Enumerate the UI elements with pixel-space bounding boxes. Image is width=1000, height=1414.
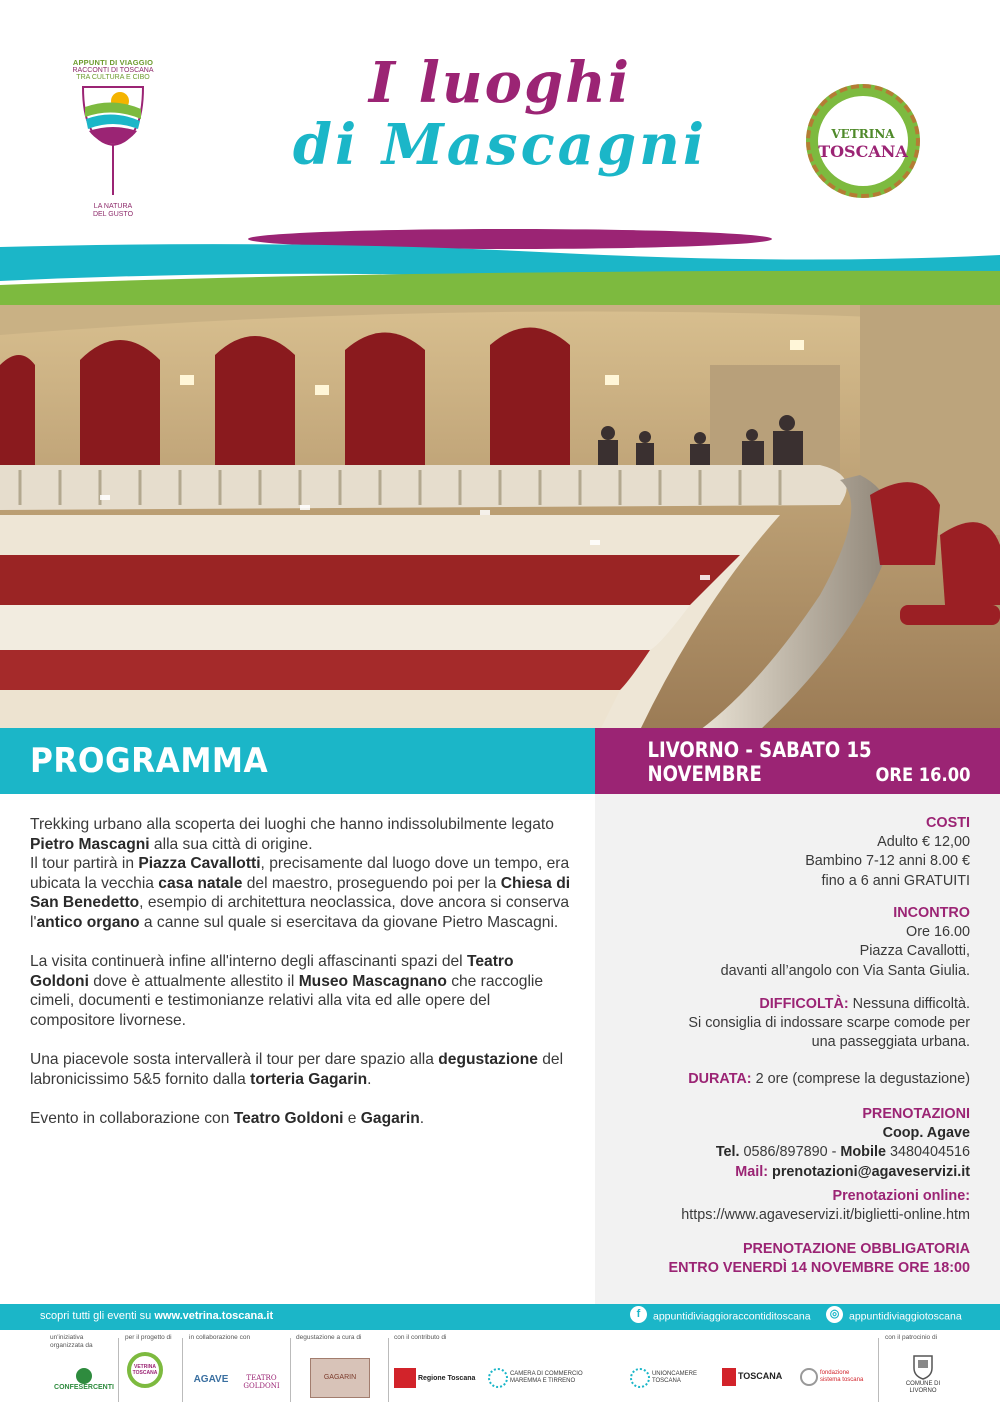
partner-caption: un'iniziativa organizzata da [50,1334,93,1349]
camera-commercio-logo [488,1368,618,1388]
logo-line: APPUNTI DI VIAGGIO [72,58,154,67]
wave-decoration [0,225,1000,305]
logo-text: COMUNE DI LIVORNO [905,1381,941,1394]
logo-line: TOSCANA [818,142,908,161]
divider [388,1338,389,1402]
meeting-heading: INCONTRO [893,905,970,921]
cost-line: fino a 6 anni GRATUITI [821,872,970,889]
event-date-bar [595,728,1000,794]
facebook-icon: f [630,1306,647,1323]
mobile-label: Mobile [840,1144,886,1161]
meeting-block [721,904,970,981]
description-paragraph [30,1050,575,1089]
partner-organizer [50,1334,118,1406]
logo-text: TOSCANA [737,1370,783,1381]
appunti-di-viaggio-logo [58,58,168,238]
logo-text: CAMERA DI COMMERCIO MAREMMA E TIRRENO [509,1371,583,1384]
gagarin-logo [310,1358,370,1398]
meeting-line: Piazza Cavallotti, [859,943,970,960]
online-booking-link[interactable]: https://www.agaveservizi.it/biglietti-online.htm [681,1207,970,1224]
partner-collaboration [189,1334,289,1406]
online-booking-block [681,1187,970,1225]
logo-text: UNIONCAMERE TOSCANA [651,1371,697,1384]
cost-line: Bambino 7-12 anni 8.00 € [805,853,970,870]
phone-label: Tel. [715,1144,740,1161]
text-run: . [367,1070,372,1088]
poster-header [0,0,1000,300]
text-run: torteria Gagarin [250,1070,368,1088]
logo-text: fondazione sistema toscana [819,1370,864,1383]
partner-caption: in collaborazione con [189,1334,251,1341]
fondazione-sistema-toscana-logo [800,1368,874,1386]
theatre-photo [0,305,1000,730]
text-run: Evento in collaborazione con [30,1109,234,1127]
mandatory-booking-line: PRENOTAZIONE OBBLIGATORIA [742,1241,970,1257]
duration-value: 2 ore (comprese la degustazione) [751,1071,970,1087]
text-run: Pietro Mascagni [30,835,150,853]
footer-bar [0,1304,1000,1330]
wine-glass-icon [78,83,148,203]
email-link[interactable]: prenotazioni@agaveservizi.it [768,1163,970,1180]
costs-heading: COSTI [926,815,970,831]
partner-tasting [296,1334,386,1406]
text-run: antico organo [36,913,140,931]
confesercenti-logo [50,1368,118,1391]
text-run: , esempio di architettura neoclassica, dove ancora si conserva l' [30,894,570,931]
unioncamere-logo [630,1368,716,1388]
duration-block [688,1070,970,1089]
phone-number: 0586/897890 - [739,1144,841,1161]
partner-project [125,1334,181,1406]
vetrina-toscana-small-logo [127,1352,163,1388]
difficulty-heading: DIFFICOLTÀ: [759,996,849,1012]
mandatory-booking-block [669,1240,970,1278]
divider [118,1338,119,1402]
online-booking-heading: Prenotazioni online: [832,1188,970,1204]
text-run: Una piacevole sosta intervallerà il tour per dare spazio alla [30,1051,439,1069]
logo-line: LA NATURA [93,203,133,210]
theatre-interior-image [0,305,1000,730]
text-run: del maestro, proseguendo poi per la [242,874,501,892]
agave-logo [191,1374,231,1385]
text-run: casa natale [158,874,243,892]
divider [182,1338,183,1402]
text-run: dove è attualmente allestito il [88,972,299,990]
text-run: che raccoglie cimeli, documenti e testimonianze relativi alla vita ed alle opere del compositore livornese. [30,972,544,1029]
text-run: Chiesa di San Benedetto [30,874,571,912]
text-run: alla sua città di origine. [149,835,313,853]
text-run: Teatro Goldoni [30,953,514,990]
text-run: Il tour partirà in [30,855,139,873]
text-run: Gagarin [360,1109,420,1127]
discover-events-text [40,1310,273,1322]
facebook-handle: appuntidiviaggioraccontiditoscana [653,1310,811,1323]
text-run: scopri tutti gli eventi su [40,1310,155,1322]
website-link[interactable]: www.vetrina.toscana.it [154,1310,274,1322]
facebook-link[interactable] [630,1310,811,1323]
mail-label: Mail: [735,1163,769,1180]
text-run: degustazione [438,1051,538,1069]
regione-toscana-logo [394,1368,480,1388]
cost-line: Adulto € 12,00 [877,834,970,851]
partner-caption: degustazione a cura di [296,1334,362,1341]
divider [878,1338,879,1402]
programma-heading: PROGRAMMA [30,741,269,781]
logo-text: Regione Toscana [417,1374,476,1382]
logo-line: VETRINA [831,127,895,141]
vetrina-toscana-logo [806,84,920,198]
text-run: , precisamente dal luogo dove un tempo, era ubicata la vecchia [30,855,570,892]
partner-caption: per il progetto di [125,1334,172,1341]
logo-line: RACCONTI DI TOSCANA [72,67,154,74]
page-title [260,52,740,176]
description-paragraph [30,952,575,1030]
partner-caption: con il contributo di [394,1334,447,1341]
logo-text: TEATRO GOLDONI [243,1374,280,1390]
title-line-1: I luoghi [368,50,632,116]
partner-patronage [885,1334,965,1406]
description-paragraph [30,815,575,933]
text-run: del labronicissimo 5&5 fornito dalla [30,1051,564,1088]
booking-heading: PRENOTAZIONI [862,1106,970,1122]
event-info-panel [595,794,1000,1304]
logo-line: DEL GUSTO [92,211,134,218]
comune-livorno-logo [893,1354,953,1394]
text-run: Piazza Cavallotti [138,855,261,873]
instagram-handle: appuntidiviaggiotoscana [849,1310,962,1323]
booking-block [716,1105,970,1182]
text-run: Teatro Goldoni [233,1109,344,1127]
instagram-link[interactable] [826,1310,962,1323]
text-run: e [343,1109,361,1127]
difficulty-value: Nessuna difficoltà. [848,996,970,1012]
partner-contributors [394,1334,874,1406]
toscana-promozione-logo [722,1368,792,1386]
logo-text: CONFESERCENTI [54,1384,114,1391]
meeting-line: Ore 16.00 [906,924,970,941]
logo-text: AGAVE [193,1374,229,1385]
text-run: Museo Mascagnano [298,972,447,990]
program-description [30,815,575,1148]
title-line-2: di Mascagni [292,112,708,178]
teatro-goldoni-logo [239,1374,284,1390]
logo-text: GAGARIN [323,1374,357,1381]
partner-caption: con il patrocinio di [885,1334,938,1341]
coat-of-arms-icon [912,1354,934,1380]
text-run: . [419,1109,425,1127]
logo-text: VETRINA TOSCANA [132,1364,158,1376]
difficulty-block [688,995,970,1053]
description-paragraph [30,1109,575,1129]
booking-organizer: Coop. Agave [882,1125,970,1142]
costs-block [805,814,970,891]
programma-bar [0,728,595,794]
instagram-icon: ◎ [826,1306,843,1323]
text-run: La visita continuerà infine all'interno degli affascinanti spazi del [30,953,467,971]
divider [290,1338,291,1402]
event-time: ORE 16.00 [874,764,970,786]
meeting-line: davanti all’angolo con Via Santa Giulia. [720,962,970,979]
booking-deadline: ENTRO VENERDÌ 14 NOVEMBRE ORE 18:00 [668,1260,970,1277]
difficulty-line: una passeggiata urbana. [811,1034,970,1051]
text-run: Trekking urbano alla scoperta dei luoghi che hanno indissolubilmente legato [30,816,554,833]
difficulty-line: Si consiglia di indossare scarpe comode per [688,1015,970,1032]
mobile-number: 3480404516 [885,1144,970,1161]
logo-line: TRA CULTURA E CIBO [76,74,150,81]
text-run: a canne sul quale si esercitava da giovane Pietro Mascagni. [139,913,559,931]
event-date: LIVORNO - SABATO 15 NOVEMBRE [647,738,872,786]
duration-heading: DURATA: [688,1071,752,1087]
partners-strip [0,1334,1000,1414]
